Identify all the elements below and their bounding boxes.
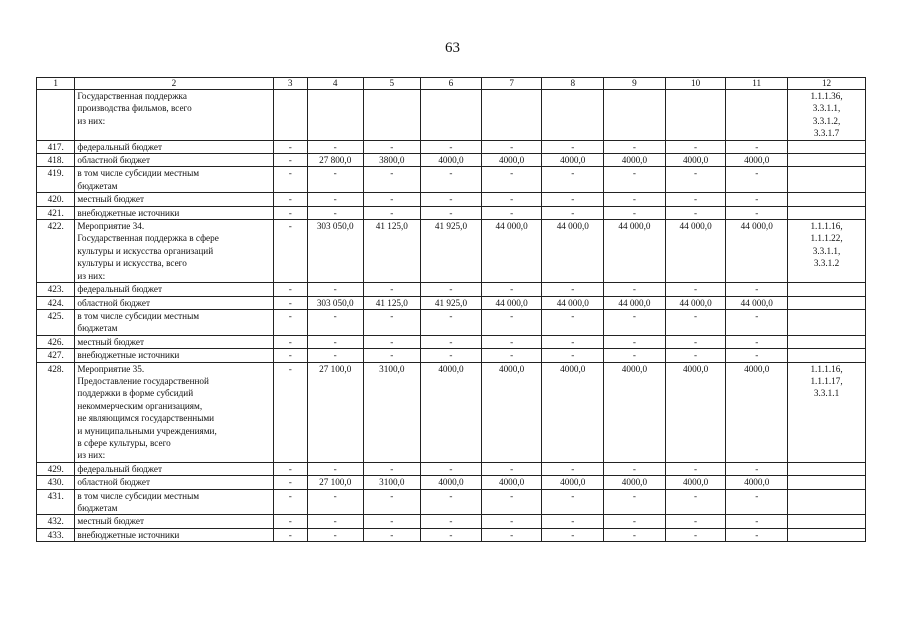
description-line: областной бюджет [77, 477, 150, 488]
value-cell: 44 000,0 [542, 220, 604, 283]
reference-line: 1.1.1.16, [810, 363, 843, 374]
value-cell: - [665, 349, 726, 362]
description-line: бюджетам [77, 323, 118, 334]
description-line: культуры и искусства, всего [77, 258, 187, 269]
table-row [37, 140, 866, 153]
row-number: 432. [37, 515, 75, 528]
reference-line: 3.3.1.2 [813, 258, 840, 269]
value-cell: - [421, 489, 482, 515]
value-cell: 44 000,0 [481, 220, 542, 283]
reference-line: 3.3.1.1 [813, 388, 840, 399]
value-cell: - [665, 283, 726, 296]
value-cell [363, 90, 421, 141]
column-header: 1 [37, 78, 75, 90]
value-cell: - [481, 335, 542, 348]
value-cell: - [421, 462, 482, 475]
value-cell: 4000,0 [481, 476, 542, 489]
description-line: поддержки в форме субсидий [77, 388, 194, 399]
value-cell: 44 000,0 [726, 296, 788, 309]
value-cell: 4000,0 [421, 476, 482, 489]
row-number: 424. [37, 296, 75, 309]
description-line: в том числе субсидии местным [77, 168, 200, 179]
value-cell: 44 000,0 [542, 296, 604, 309]
column-header: 7 [481, 78, 542, 90]
value-cell: - [481, 515, 542, 528]
description-line: внебюджетные источники [77, 529, 180, 540]
value-cell [604, 90, 666, 141]
description-line: бюджетам [77, 180, 118, 191]
table-body [37, 90, 866, 542]
value-cell: 4000,0 [421, 154, 482, 167]
value-cell: - [307, 515, 363, 528]
column-header: 12 [788, 78, 866, 90]
column-header: 9 [604, 78, 666, 90]
value-cell: - [273, 362, 307, 462]
table-row [37, 167, 866, 193]
value-cell: - [604, 193, 666, 206]
value-cell: - [273, 154, 307, 167]
value-cell: - [726, 515, 788, 528]
value-cell: - [542, 206, 604, 219]
value-cell: - [273, 140, 307, 153]
value-cell: 44 000,0 [665, 296, 726, 309]
value-cell: - [542, 283, 604, 296]
value-cell: - [363, 515, 421, 528]
value-cell: - [273, 528, 307, 541]
reference-cell [788, 309, 866, 335]
value-cell: - [363, 489, 421, 515]
description-line: некоммерческим организациям, [77, 400, 203, 411]
value-cell: - [726, 140, 788, 153]
row-number: 425. [37, 309, 75, 335]
value-cell: - [363, 528, 421, 541]
row-number: 429. [37, 462, 75, 475]
value-cell: - [481, 349, 542, 362]
value-cell: - [726, 349, 788, 362]
reference-cell [788, 476, 866, 489]
value-cell: - [665, 309, 726, 335]
value-cell: - [542, 140, 604, 153]
reference-cell [788, 154, 866, 167]
column-header: 10 [665, 78, 726, 90]
reference-line: 1.1.1.22, [810, 233, 843, 244]
row-number: 433. [37, 528, 75, 541]
table-header-row [37, 78, 866, 90]
row-description [75, 296, 273, 309]
value-cell: - [307, 489, 363, 515]
value-cell: 3100,0 [363, 476, 421, 489]
value-cell: - [481, 489, 542, 515]
value-cell [421, 90, 482, 141]
value-cell: - [363, 140, 421, 153]
reference-line: 1.1.1.36, [810, 91, 843, 101]
value-cell: - [421, 193, 482, 206]
description-line: Государственная поддержка [77, 91, 187, 101]
value-cell: 4000,0 [542, 154, 604, 167]
description-line: в том числе субсидии местным [77, 310, 200, 321]
table-row [37, 476, 866, 489]
row-description [75, 206, 273, 219]
row-description [75, 154, 273, 167]
value-cell: - [481, 206, 542, 219]
reference-cell [788, 206, 866, 219]
value-cell: - [481, 462, 542, 475]
reference-cell [788, 362, 866, 462]
reference-cell [788, 90, 866, 141]
value-cell: - [363, 283, 421, 296]
row-description [75, 283, 273, 296]
value-cell: - [542, 335, 604, 348]
value-cell: - [421, 140, 482, 153]
value-cell: 4000,0 [481, 154, 542, 167]
reference-line: 3.3.1.1, [812, 103, 841, 114]
table-row [37, 335, 866, 348]
value-cell: - [421, 528, 482, 541]
value-cell: 3800,0 [363, 154, 421, 167]
value-cell: - [604, 283, 666, 296]
reference-line: 1.1.1.17, [810, 375, 843, 386]
value-cell: - [665, 515, 726, 528]
reference-cell [788, 489, 866, 515]
value-cell: - [307, 140, 363, 153]
description-line: бюджетам [77, 503, 118, 513]
row-description [75, 349, 273, 362]
value-cell: - [604, 335, 666, 348]
value-cell: - [363, 193, 421, 206]
reference-cell [788, 220, 866, 283]
value-cell: - [421, 283, 482, 296]
table-row [37, 515, 866, 528]
reference-line: 3.3.1.7 [813, 128, 840, 139]
description-line: областной бюджет [77, 155, 150, 166]
column-header: 3 [273, 78, 307, 90]
row-description [75, 362, 273, 462]
value-cell: - [363, 462, 421, 475]
row-description [75, 462, 273, 475]
value-cell: - [421, 309, 482, 335]
value-cell: - [542, 309, 604, 335]
description-line: внебюджетные источники [77, 350, 180, 361]
description-line: федеральный бюджет [77, 463, 162, 474]
reference-cell [788, 528, 866, 541]
value-cell: - [604, 462, 666, 475]
value-cell [665, 90, 726, 141]
value-cell: 3100,0 [363, 362, 421, 462]
row-description [75, 220, 273, 283]
row-description [75, 489, 273, 515]
value-cell: - [307, 206, 363, 219]
value-cell: - [273, 335, 307, 348]
value-cell: - [273, 283, 307, 296]
row-description [75, 90, 273, 141]
value-cell [273, 90, 307, 141]
description-line: местный бюджет [77, 194, 144, 205]
value-cell: 4000,0 [665, 362, 726, 462]
value-cell: - [665, 462, 726, 475]
value-cell [481, 90, 542, 141]
table-row [37, 283, 866, 296]
value-cell: 4000,0 [604, 476, 666, 489]
value-cell: - [604, 515, 666, 528]
column-header: 6 [421, 78, 482, 90]
table-row [37, 206, 866, 219]
value-cell: - [604, 206, 666, 219]
value-cell: - [273, 489, 307, 515]
description-line: и муниципальными учреждениями, [77, 425, 217, 436]
value-cell: - [273, 462, 307, 475]
value-cell: - [542, 462, 604, 475]
row-number: 419. [37, 167, 75, 193]
reference-line: 3.3.1.2, [812, 115, 841, 126]
row-number [37, 90, 75, 141]
value-cell: - [665, 528, 726, 541]
reference-cell [788, 349, 866, 362]
description-line: из них: [77, 270, 106, 281]
row-number: 426. [37, 335, 75, 348]
value-cell: - [273, 193, 307, 206]
value-cell: - [363, 349, 421, 362]
value-cell: - [363, 335, 421, 348]
value-cell: - [273, 167, 307, 193]
value-cell: - [726, 206, 788, 219]
column-header: 4 [307, 78, 363, 90]
row-description [75, 515, 273, 528]
value-cell: - [604, 349, 666, 362]
description-line: производства фильмов, всего [77, 103, 192, 114]
table-row [37, 309, 866, 335]
value-cell: - [542, 528, 604, 541]
value-cell: 41 125,0 [363, 220, 421, 283]
description-line: культуры и искусства организаций [77, 245, 214, 256]
value-cell: - [421, 349, 482, 362]
value-cell: - [542, 489, 604, 515]
value-cell: 4000,0 [604, 154, 666, 167]
value-cell: - [273, 309, 307, 335]
value-cell: - [604, 489, 666, 515]
value-cell: - [421, 206, 482, 219]
value-cell: - [604, 167, 666, 193]
value-cell: - [726, 309, 788, 335]
description-line: из них: [77, 450, 106, 461]
description-line: областной бюджет [77, 297, 150, 308]
page-number: 63 [445, 40, 460, 56]
reference-cell [788, 462, 866, 475]
value-cell: 44 000,0 [604, 220, 666, 283]
value-cell: 27 100,0 [307, 476, 363, 489]
table-row [37, 528, 866, 541]
description-line: федеральный бюджет [77, 284, 162, 295]
value-cell: - [273, 206, 307, 219]
value-cell: - [542, 193, 604, 206]
value-cell: - [726, 283, 788, 296]
value-cell: 4000,0 [604, 362, 666, 462]
value-cell: - [273, 296, 307, 309]
value-cell: 44 000,0 [604, 296, 666, 309]
row-description [75, 528, 273, 541]
value-cell: - [726, 193, 788, 206]
row-number: 422. [37, 220, 75, 283]
value-cell: - [665, 489, 726, 515]
value-cell: - [307, 309, 363, 335]
value-cell: - [726, 335, 788, 348]
value-cell: 41 125,0 [363, 296, 421, 309]
description-line: из них: [77, 115, 106, 126]
reference-cell [788, 140, 866, 153]
value-cell: 44 000,0 [665, 220, 726, 283]
value-cell: 27 100,0 [307, 362, 363, 462]
table-row [37, 489, 866, 515]
reference-cell [788, 515, 866, 528]
row-description [75, 309, 273, 335]
value-cell: - [604, 140, 666, 153]
value-cell: - [604, 309, 666, 335]
table-row [37, 362, 866, 462]
value-cell: 4000,0 [665, 476, 726, 489]
row-number: 420. [37, 193, 75, 206]
description-line: не являющимся государственными [77, 413, 215, 424]
value-cell: 4000,0 [481, 362, 542, 462]
table-row [37, 220, 866, 283]
value-cell [542, 90, 604, 141]
reference-cell [788, 167, 866, 193]
value-cell: - [542, 167, 604, 193]
reference-cell [788, 335, 866, 348]
value-cell: - [726, 489, 788, 515]
value-cell: - [421, 335, 482, 348]
table-row [37, 154, 866, 167]
row-number: 417. [37, 140, 75, 153]
value-cell: 41 925,0 [421, 296, 482, 309]
row-description [75, 335, 273, 348]
row-number: 427. [37, 349, 75, 362]
value-cell: - [481, 167, 542, 193]
reference-line: 3.3.1.1, [812, 245, 841, 256]
value-cell: 4000,0 [726, 476, 788, 489]
value-cell: - [726, 167, 788, 193]
value-cell: 303 050,0 [307, 296, 363, 309]
description-line: в сфере культуры, всего [77, 437, 171, 448]
column-header: 11 [726, 78, 788, 90]
value-cell: - [481, 309, 542, 335]
value-cell: - [665, 140, 726, 153]
row-number: 431. [37, 489, 75, 515]
table-row [37, 90, 866, 141]
value-cell: - [421, 167, 482, 193]
row-number: 430. [37, 476, 75, 489]
value-cell: - [726, 528, 788, 541]
value-cell: - [665, 167, 726, 193]
reference-line: 1.1.1.16, [810, 221, 843, 232]
reference-cell [788, 296, 866, 309]
value-cell: - [481, 193, 542, 206]
description-line: местный бюджет [77, 516, 144, 527]
column-header: 5 [363, 78, 421, 90]
value-cell: - [542, 349, 604, 362]
value-cell: - [307, 283, 363, 296]
value-cell: - [665, 206, 726, 219]
value-cell: - [481, 283, 542, 296]
value-cell: - [665, 335, 726, 348]
value-cell: 4000,0 [726, 362, 788, 462]
value-cell [307, 90, 363, 141]
row-number: 428. [37, 362, 75, 462]
table-row [37, 193, 866, 206]
value-cell: - [307, 335, 363, 348]
row-description [75, 167, 273, 193]
value-cell: - [307, 193, 363, 206]
value-cell: - [542, 515, 604, 528]
row-number: 421. [37, 206, 75, 219]
value-cell: 44 000,0 [726, 220, 788, 283]
column-header: 8 [542, 78, 604, 90]
value-cell: 4000,0 [726, 154, 788, 167]
value-cell: 27 800,0 [307, 154, 363, 167]
value-cell: - [481, 140, 542, 153]
value-cell: - [363, 206, 421, 219]
value-cell: 303 050,0 [307, 220, 363, 283]
table-row [37, 349, 866, 362]
value-cell: - [307, 528, 363, 541]
description-line: в том числе субсидии местным [77, 490, 200, 501]
value-cell: - [363, 167, 421, 193]
column-header: 2 [75, 78, 273, 90]
row-number: 423. [37, 283, 75, 296]
description-line: Государственная поддержка в сфере [77, 233, 219, 244]
value-cell: - [273, 349, 307, 362]
value-cell: 44 000,0 [481, 296, 542, 309]
row-description [75, 476, 273, 489]
budget-table [36, 77, 866, 542]
table-row [37, 462, 866, 475]
value-cell: 4000,0 [542, 362, 604, 462]
value-cell: - [273, 515, 307, 528]
description-line: федеральный бюджет [77, 141, 162, 152]
value-cell: - [273, 220, 307, 283]
description-line: Предоставление государственной [77, 375, 209, 386]
value-cell: - [665, 193, 726, 206]
row-number: 418. [37, 154, 75, 167]
value-cell: - [307, 349, 363, 362]
value-cell: 4000,0 [542, 476, 604, 489]
description-line: Мероприятие 35. [77, 363, 145, 374]
description-line: Мероприятие 34. [77, 221, 145, 232]
value-cell: 4000,0 [421, 362, 482, 462]
reference-cell [788, 283, 866, 296]
value-cell: - [604, 528, 666, 541]
value-cell [726, 90, 788, 141]
value-cell: - [307, 462, 363, 475]
description-line: местный бюджет [77, 336, 144, 347]
reference-cell [788, 193, 866, 206]
value-cell: 4000,0 [665, 154, 726, 167]
value-cell: - [363, 309, 421, 335]
description-line: внебюджетные источники [77, 207, 180, 218]
value-cell: - [273, 476, 307, 489]
value-cell: - [307, 167, 363, 193]
row-description [75, 140, 273, 153]
value-cell: 41 925,0 [421, 220, 482, 283]
row-description [75, 193, 273, 206]
value-cell: - [481, 528, 542, 541]
value-cell: - [726, 462, 788, 475]
value-cell: - [421, 515, 482, 528]
table-row [37, 296, 866, 309]
